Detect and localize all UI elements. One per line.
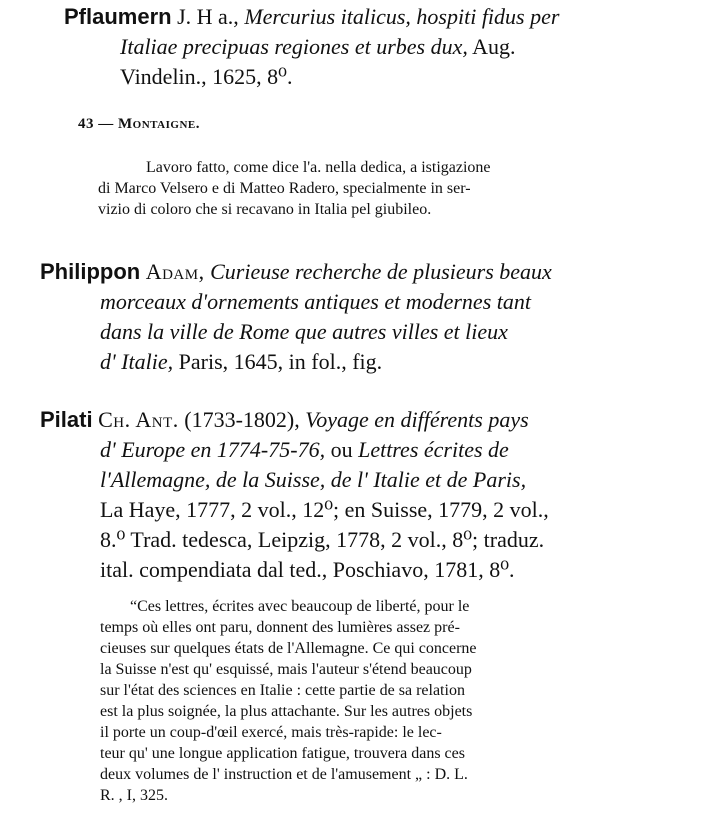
author-name: Pilati (40, 407, 93, 432)
imprint: ital. compendiata dal ted., Poschiavo, 1781, 8⁰. (100, 557, 515, 582)
work-title-cont: Italiae precipuas regiones et urbes dux, (120, 34, 468, 59)
imprint: 8.⁰ Trad. tedesca, Leipzig, 1778, 2 vol., 8⁰; traduz. (100, 527, 545, 552)
author-name: Philippon (40, 259, 141, 284)
imprint: Aug. (472, 34, 516, 59)
entry-philippon (40, 257, 690, 377)
work-title-cont: morceaux d'ornements antiques et modernes tant (100, 289, 531, 314)
note-line: la Suisse n'est qu' esquissé, mais l'auteur s'étend beaucoup (100, 661, 472, 678)
imprint: La Haye, 1777, 2 vol., 12⁰; en Suisse, 1779, 2 vol., (100, 497, 549, 522)
note-line: temps où elles ont paru, donnent des lumières assez pré- (100, 619, 460, 636)
note-pilati (100, 596, 713, 806)
note-line: il porte un coup-d'œil exercé, mais très-rapide: le lec- (100, 724, 442, 741)
conjunction: ou (330, 437, 353, 462)
work-title-cont: dans la ville de Rome que autres villes et lieux (100, 319, 508, 344)
work-title-cont: d' Italie, (100, 349, 174, 374)
note-pflaumern (98, 157, 713, 220)
cross-reference-text: 43 — Montaigne. (78, 116, 200, 132)
imprint: Paris, 1645, in fol., fig. (178, 349, 383, 374)
note-line: R. , I, 325. (100, 787, 168, 804)
note-line: deux volumes de l' instruction et de l'amusement „ : D. L. (100, 766, 468, 783)
note-line: sur l'état des sciences en Italie : cette partie de sa relation (100, 682, 465, 699)
author-forename: Adam, (145, 259, 205, 284)
note-line: vizio di coloro che si recavano in Italia pel giubileo. (98, 201, 432, 218)
note-line: est la plus soignée, la plus attachante. Sur les autres objets (100, 703, 473, 720)
work-title-cont: l'Allemagne, de la Suisse, de l' Italie et de Paris, (100, 467, 527, 492)
author-dates: (1733-1802), (184, 407, 300, 432)
note-line: teur qu' une longue application fatigue, trouvera dans ces (100, 745, 465, 762)
note-line: cieuses sur quelques états de l'Allemagne. Ce qui concerne (100, 640, 477, 657)
cross-reference (78, 116, 713, 133)
work-title-alt: Lettres écrites de (358, 437, 509, 462)
entry-pilati (40, 405, 690, 585)
entry-pflaumern (64, 2, 713, 92)
work-title-cont: d' Europe en 1774-75-76, (100, 437, 326, 462)
work-title: Voyage en différents pays (305, 407, 529, 432)
author-initials: J. H a., (177, 4, 239, 29)
author-forename: Ch. Ant. (98, 407, 179, 432)
work-title: Mercurius italicus, hospiti fidus per (244, 4, 560, 29)
note-line: di Marco Velsero e di Matteo Radero, specialmente in ser- (98, 180, 471, 197)
work-title: Curieuse recherche de plusieurs beaux (210, 259, 552, 284)
imprint-cont: Vindelin., 1625, 8⁰. (120, 64, 293, 89)
note-line: Lavoro fatto, come dice l'a. nella dedica, a istigazione (146, 159, 491, 176)
author-name: Pflaumern (64, 4, 172, 29)
note-line: “Ces lettres, écrites avec beaucoup de liberté, pour le (130, 598, 470, 615)
